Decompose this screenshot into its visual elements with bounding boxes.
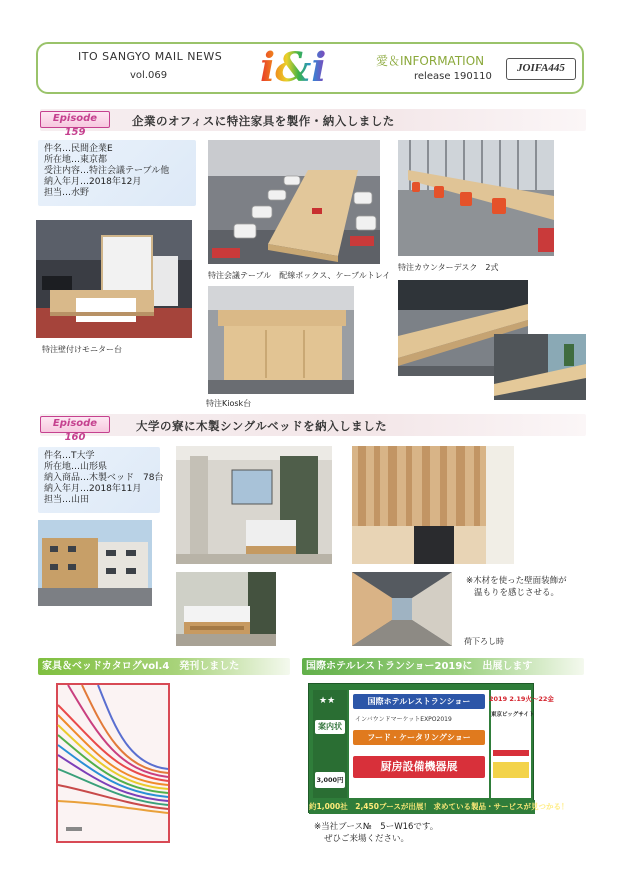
newsletter-header — [36, 42, 584, 94]
flyer-center-panel — [349, 690, 489, 798]
info-line: 納入年月…2018年11月 — [44, 484, 142, 494]
flyer-left-panel — [313, 690, 347, 798]
episode-159-title: 企業のオフィスに特注家具を製作・納入しました — [132, 114, 395, 128]
star-icon: ★★ — [319, 696, 336, 706]
photo-wooden-wall — [352, 446, 514, 564]
info-line: 納入商品…木製ベッド 78台 — [44, 473, 164, 483]
photo-counter-desk — [398, 140, 554, 256]
flyer-red-strip — [493, 750, 529, 756]
flyer-footer: 約1,000社 2,450ブースが出展！ 求めている製品・サービスが見つかる！ — [309, 800, 535, 814]
catalog-cover — [56, 683, 170, 843]
caption-counter-desk: 特注カウンターデスク 2式 — [398, 263, 499, 272]
invite-label: 案内状 — [315, 720, 345, 734]
info-line: 所在地…東京都 — [44, 155, 108, 165]
flyer-banner-food-catering: フード・ケータリングショー — [353, 730, 485, 745]
hotel-show-flyer — [308, 683, 569, 813]
release-number: release 190110 — [414, 71, 492, 82]
brand-logo: i&i — [260, 44, 327, 91]
photo-dorm-building — [38, 520, 152, 606]
info-line: 件名…T大学 — [44, 451, 95, 461]
booth-note-line-1: ※当社ブース№ 5ーW16です。 — [314, 822, 439, 832]
caption-monitor-stand: 特注壁付けモニター台 — [42, 345, 122, 354]
caption-kiosk-stand: 特注Kiosk台 — [206, 399, 252, 408]
episode-160-title: 大学の寮に木製シングルベッドを納入しました — [136, 419, 388, 433]
catalog-section-bar: 家具＆ベッドカタログvol.4 発刊しました — [38, 658, 290, 675]
entry-fee: 3,000円 — [315, 772, 345, 788]
info-line: 納入年月…2018年12月 — [44, 177, 142, 187]
info-line: 受注内容…特注会議テーブル他 — [44, 166, 170, 176]
episode-160-badge: Episode 160 — [40, 416, 110, 433]
caption-unloading: 荷下ろし時 — [464, 637, 504, 646]
episode-159-info — [38, 140, 196, 206]
info-title: 愛＆INFORMATION — [376, 54, 485, 68]
flyer-banner-kitchen: 厨房設備機器展 — [353, 756, 485, 778]
episode-160-info — [38, 447, 164, 513]
info-line: 担当…水野 — [44, 188, 90, 198]
wall-note-line-2: 温もりを感じさせる。 — [474, 588, 560, 598]
info-line: 担当…山田 — [44, 495, 90, 505]
flyer-right-panel — [489, 690, 554, 798]
photo-dorm-room — [176, 446, 332, 564]
show-dates: 2019 2.19火〜22金 — [489, 695, 554, 703]
caption-meeting-table: 特注会議テーブル 配線ボックス、ケーブルトレイ — [208, 271, 391, 280]
photo-kiosk-stand — [208, 286, 354, 394]
photo-meeting-table — [208, 140, 380, 264]
wall-note-line-1: ※木材を使った壁面装飾が — [466, 576, 567, 586]
info-line: 所在地…山形県 — [44, 462, 108, 472]
episode-159-badge: Episode 159 — [40, 111, 110, 128]
photo-counter-detail — [494, 334, 586, 400]
photo-single-bed — [176, 572, 276, 646]
show-venue: 東京ビッグサイト — [491, 712, 535, 718]
flyer-expo-name: インバウンドマーケットEXPO2019 — [355, 716, 452, 723]
booth-note-line-2: ぜひご来場ください。 — [324, 834, 410, 844]
newsletter-name: ITO SANGYO MAIL NEWS — [78, 50, 223, 63]
photo-monitor-stand — [36, 220, 192, 338]
hotel-show-section-bar: 国際ホテルレストランショー2019に 出展します — [302, 658, 584, 675]
info-line: 件名…民間企業E — [44, 144, 113, 154]
flyer-banner-hotel-show: 国際ホテルレストランショー — [353, 694, 485, 709]
flyer-yellow-box — [493, 762, 529, 778]
joifa-badge: JOIFA445 — [506, 58, 576, 80]
volume-number: vol.069 — [130, 70, 168, 81]
photo-corridor — [352, 572, 452, 646]
